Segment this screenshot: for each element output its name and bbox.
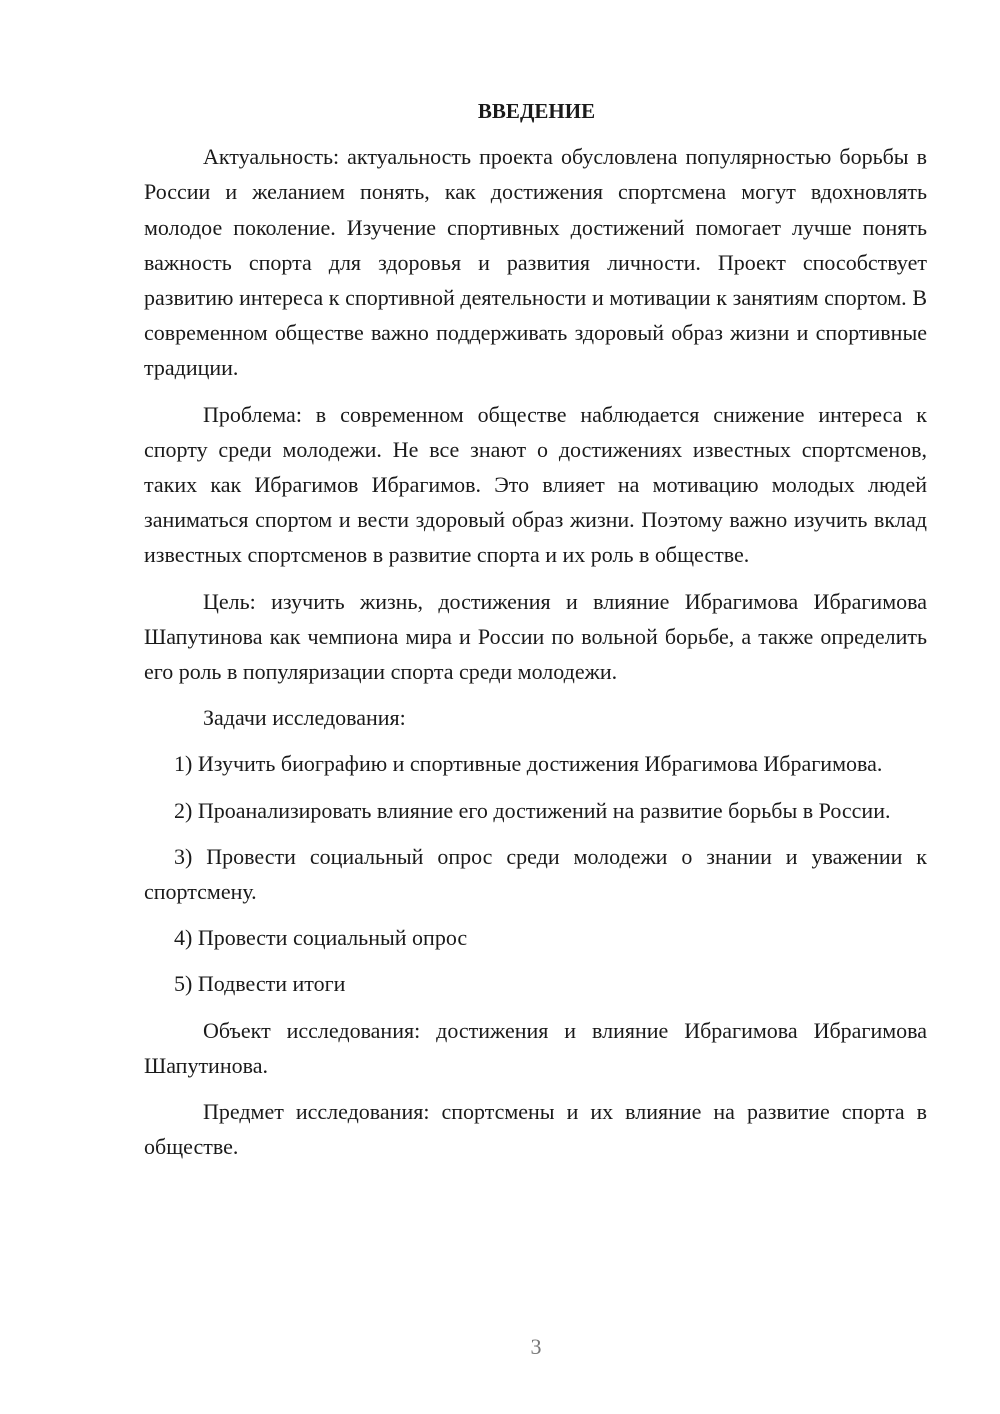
paragraph-problem: Проблема: в современном обществе наблюдается снижение интереса к спорту среди молодежи. Не все знают о достижениях известных спортсменов, таких как Ибрагимов Ибрагимов. Это влияет на мотивацию молодых людей заниматься спортом и вести здоровый образ жизни. Поэтому важно изучить вклад известных спортсменов в развитие спорта и их роль в обществе. [144,401,927,568]
section-heading: ВВЕДЕНИЕ [477,99,596,123]
list-item: 2) Проанализировать влияние его достижений на развитие борьбы в России. [174,797,891,823]
paragraph-tasks-intro: Задачи исследования: [203,705,406,731]
list-item: 5) Подвести итоги [174,971,346,997]
page-number: 3 [530,1334,542,1359]
paragraph-object: Объект исследования: достижения и влияние Ибрагимова Ибрагимова Шапутинова. [144,1017,927,1078]
paragraph-goal: Цель: изучить жизнь, достижения и влияние Ибрагимова Ибрагимова Шапутинова как чемпиона мира и России по вольной борьбе, а также определить его роль в популяризации спорта среди молодежи. [144,588,927,685]
tasks-list [144,746,927,1001]
paragraph-subject: Предмет исследования: спортсмены и их влияние на развитие спорта в обществе. [144,1099,927,1160]
list-item: 3) Провести социальный опрос среди молодежи о знании и уважении к спортсмену. [144,843,927,905]
paragraph-relevance: Актуальность: актуальность проекта обусловлена популярностью борьбы в России и желанием понять, как достижения спортсмена могут вдохновлять молодое поколение. Изучение спортивных достижений помогает лучше понять важность спорта для здоровья и развития личности. Проект способствует развитию интереса к спортивной деятельности и мотивации к занятиям спортом. В современном обществе важно поддерживать здоровый образ жизни и спортивные традиции. [144,144,927,381]
page-content [144,94,927,1175]
list-item: 4) Провести социальный опрос [174,925,468,951]
list-item: 1) Изучить биографию и спортивные достижения Ибрагимова Ибрагимова. [174,751,883,777]
